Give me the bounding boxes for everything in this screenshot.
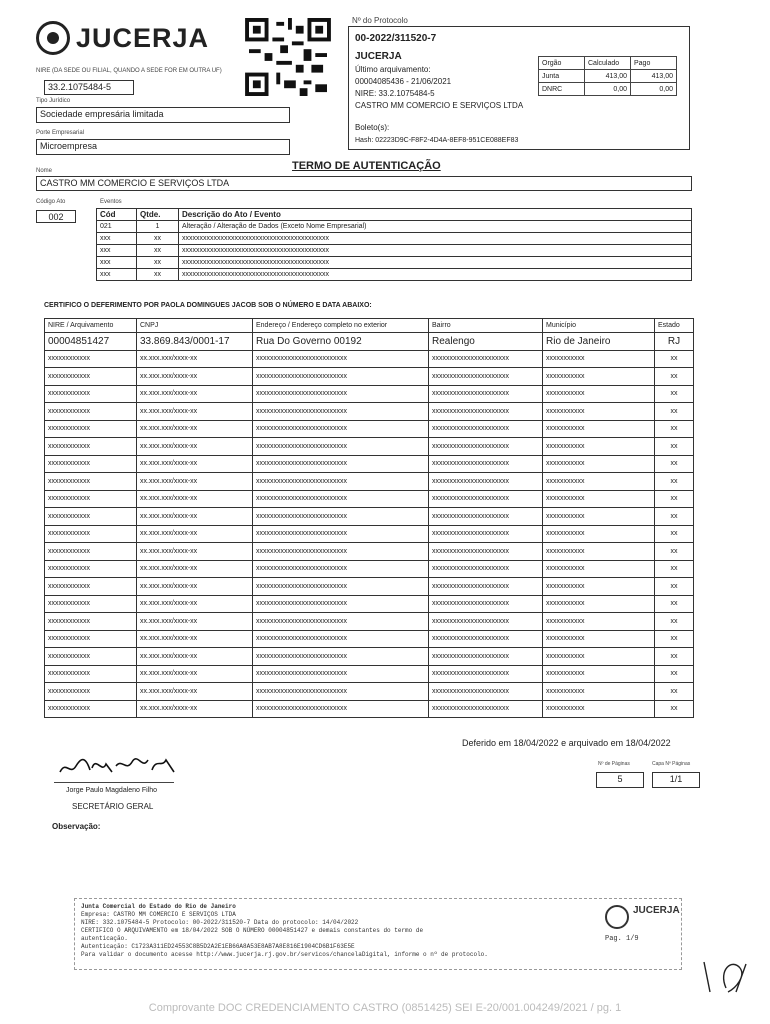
fees-header-cell: Calculado: [585, 57, 631, 70]
est-cnpj: xx.xxx.xxx/xxxx-xx: [137, 665, 253, 683]
est-row: [45, 630, 694, 648]
est-city: xxxxxxxxxxx: [543, 368, 655, 386]
est-nire: xxxxxxxxxxxx: [45, 438, 137, 456]
qr-code-icon: [244, 18, 332, 96]
est-address: xxxxxxxxxxxxxxxxxxxxxxxxxx: [253, 700, 429, 718]
est-row: [45, 490, 694, 508]
jucerja-logo: [36, 18, 226, 58]
est-address: xxxxxxxxxxxxxxxxxxxxxxxxxx: [253, 630, 429, 648]
est-state: xx: [655, 490, 694, 508]
est-cnpj: xx.xxx.xxx/xxxx-xx: [137, 543, 253, 561]
est-nire: xxxxxxxxxxxx: [45, 368, 137, 386]
act-code: xxx: [97, 269, 137, 281]
est-cnpj: xx.xxx.xxx/xxxx-xx: [137, 438, 253, 456]
est-cnpj: xx.xxx.xxx/xxxx-xx: [137, 473, 253, 491]
nire-field: 33.2.1075484-5: [44, 80, 134, 95]
est-city: xxxxxxxxxxx: [543, 525, 655, 543]
est-row: [45, 613, 694, 631]
est-nire: xxxxxxxxxxxx: [45, 665, 137, 683]
est-city: xxxxxxxxxxx: [543, 700, 655, 718]
est-state: xx: [655, 630, 694, 648]
est-district: xxxxxxxxxxxxxxxxxxxxxx: [429, 665, 543, 683]
est-district: xxxxxxxxxxxxxxxxxxxxxx: [429, 543, 543, 561]
est-city: xxxxxxxxxxx: [543, 385, 655, 403]
document-title: TERMO DE AUTENTICAÇÃO: [292, 160, 441, 172]
est-district: xxxxxxxxxxxxxxxxxxxxxx: [429, 560, 543, 578]
acts-header-row: [97, 209, 692, 221]
stamp-line: Empresa: CASTRO MM COMERCIO E SERVIÇOS LTDA: [81, 911, 236, 918]
est-nire: xxxxxxxxxxxx: [45, 630, 137, 648]
est-address: xxxxxxxxxxxxxxxxxxxxxxxxxx: [253, 560, 429, 578]
est-city: xxxxxxxxxxx: [543, 455, 655, 473]
fees-table: [538, 56, 677, 96]
est-city: xxxxxxxxxxx: [543, 560, 655, 578]
est-cnpj: xx.xxx.xxx/xxxx-xx: [137, 630, 253, 648]
est-nire: xxxxxxxxxxxx: [45, 420, 137, 438]
est-nire: xxxxxxxxxxxx: [45, 683, 137, 701]
signature-drawing: [56, 752, 186, 780]
fees-cell: 0,00: [631, 83, 677, 96]
est-nire: xxxxxxxxxxxx: [45, 648, 137, 666]
est-nire: xxxxxxxxxxxx: [45, 350, 137, 368]
est-address: xxxxxxxxxxxxxxxxxxxxxxxxxx: [253, 368, 429, 386]
nire-line: NIRE: 33.2.1075484-5: [355, 89, 435, 98]
stamp-seal-icon: [605, 905, 629, 929]
signature-line: [54, 782, 174, 783]
eventos-caption: Eventos: [100, 199, 122, 205]
observation-label: Observação:: [52, 822, 101, 831]
est-state: xx: [655, 473, 694, 491]
act-row: [97, 221, 692, 233]
est-row: [45, 385, 694, 403]
fees-cell: DNRC: [539, 83, 585, 96]
est-row: [45, 420, 694, 438]
act-code: xxx: [97, 245, 137, 257]
est-district: xxxxxxxxxxxxxxxxxxxxxx: [429, 385, 543, 403]
folhas-caption: Nº de Páginas: [598, 761, 630, 767]
est-row: [45, 648, 694, 666]
est-address: xxxxxxxxxxxxxxxxxxxxxxxxxx: [253, 665, 429, 683]
est-row: [45, 455, 694, 473]
est-city: xxxxxxxxxxx: [543, 350, 655, 368]
fees-header-cell: Orgão: [539, 57, 585, 70]
est-row: [45, 700, 694, 718]
est-cnpj: xx.xxx.xxx/xxxx-xx: [137, 455, 253, 473]
porte-caption: Porte Empresarial: [36, 130, 85, 136]
est-district: xxxxxxxxxxxxxxxxxxxxxx: [429, 578, 543, 596]
est-state: xx: [655, 403, 694, 421]
est-cnpj: xx.xxx.xxx/xxxx-xx: [137, 385, 253, 403]
last-filing: 00004085436 - 21/06/2021: [355, 77, 452, 86]
est-state: xx: [655, 385, 694, 403]
est-row: [45, 438, 694, 456]
est-city: xxxxxxxxxxx: [543, 438, 655, 456]
est-nire: xxxxxxxxxxxx: [45, 595, 137, 613]
est-nire: xxxxxxxxxxxx: [45, 578, 137, 596]
act-code: xxx: [97, 257, 137, 269]
est-district: xxxxxxxxxxxxxxxxxxxxxx: [429, 613, 543, 631]
est-city: xxxxxxxxxxx: [543, 420, 655, 438]
est-state: RJ: [655, 333, 694, 351]
est-district: xxxxxxxxxxxxxxxxxxxxxx: [429, 490, 543, 508]
est-city: xxxxxxxxxxx: [543, 630, 655, 648]
est-city: xxxxxxxxxxx: [543, 403, 655, 421]
est-header-row: [45, 319, 694, 333]
act-desc: xxxxxxxxxxxxxxxxxxxxxxxxxxxxxxxxxxxxxxxxxx: [179, 233, 692, 245]
last-filing-label: Último arquivamento:: [355, 65, 431, 74]
stamp-line: Autenticação: C1723A311ED24553C8B5D2A2E1EB66A8A53E8AB7A8E816E1904CD6B1F63E5E: [81, 943, 355, 950]
act-desc: xxxxxxxxxxxxxxxxxxxxxxxxxxxxxxxxxxxxxxxxxx: [179, 257, 692, 269]
digital-stamp: [74, 898, 682, 970]
est-state: xx: [655, 665, 694, 683]
est-city: xxxxxxxxxxx: [543, 683, 655, 701]
est-nire: xxxxxxxxxxxx: [45, 700, 137, 718]
est-nire: xxxxxxxxxxxx: [45, 525, 137, 543]
est-address: xxxxxxxxxxxxxxxxxxxxxxxxxx: [253, 683, 429, 701]
porte-field: Microempresa: [36, 139, 290, 155]
stamp-line: Para validar o documento acesse http://www.jucerja.rj.gov.br/servicos/chancelaDigital, informe o nº de protocolo.: [81, 951, 488, 958]
est-row: [45, 473, 694, 491]
act-desc: xxxxxxxxxxxxxxxxxxxxxxxxxxxxxxxxxxxxxxxxxx: [179, 245, 692, 257]
codigo-ato-field: 002: [36, 210, 76, 223]
est-cnpj: xx.xxx.xxx/xxxx-xx: [137, 578, 253, 596]
act-code: 021: [97, 221, 137, 233]
est-row: [45, 333, 694, 351]
est-cnpj: 33.869.843/0001-17: [137, 333, 253, 351]
est-district: xxxxxxxxxxxxxxxxxxxxxx: [429, 438, 543, 456]
signer-name: Jorge Paulo Magdaleno Filho: [66, 787, 158, 794]
est-address: xxxxxxxxxxxxxxxxxxxxxxxxxx: [253, 613, 429, 631]
est-nire: xxxxxxxxxxxx: [45, 385, 137, 403]
act-row: [97, 269, 692, 281]
signer-role: SECRETÁRIO GERAL: [72, 802, 154, 811]
est-city: xxxxxxxxxxx: [543, 648, 655, 666]
est-row: [45, 578, 694, 596]
est-header-cell: CNPJ: [137, 319, 253, 333]
est-state: xx: [655, 648, 694, 666]
act-qty: 1: [137, 221, 179, 233]
est-address: xxxxxxxxxxxxxxxxxxxxxxxxxx: [253, 648, 429, 666]
folhas-field: 5: [596, 772, 644, 788]
est-address: xxxxxxxxxxxxxxxxxxxxxxxxxx: [253, 438, 429, 456]
est-header-cell: Bairro: [429, 319, 543, 333]
est-district: xxxxxxxxxxxxxxxxxxxxxx: [429, 525, 543, 543]
est-address: xxxxxxxxxxxxxxxxxxxxxxxxxx: [253, 595, 429, 613]
fees-row: [539, 83, 677, 96]
est-nire: xxxxxxxxxxxx: [45, 560, 137, 578]
protocol-number: 00-2022/311520-7: [355, 33, 437, 44]
act-code: xxx: [97, 233, 137, 245]
est-district: xxxxxxxxxxxxxxxxxxxxxx: [429, 455, 543, 473]
est-nire: xxxxxxxxxxxx: [45, 490, 137, 508]
est-row: [45, 683, 694, 701]
capa-field: 1/1: [652, 772, 700, 788]
est-state: xx: [655, 350, 694, 368]
est-cnpj: xx.xxx.xxx/xxxx-xx: [137, 648, 253, 666]
est-city: xxxxxxxxxxx: [543, 543, 655, 561]
est-city: xxxxxxxxxxx: [543, 595, 655, 613]
fees-header-row: [539, 57, 677, 70]
fees-header-cell: Pago: [631, 57, 677, 70]
fees-cell: 413,00: [585, 70, 631, 83]
est-row: [45, 543, 694, 561]
est-address: xxxxxxxxxxxxxxxxxxxxxxxxxx: [253, 508, 429, 526]
est-address: Rua Do Governo 00192: [253, 333, 429, 351]
protocol-company: CASTRO MM COMERCIO E SERVIÇOS LTDA: [355, 101, 524, 110]
est-city: xxxxxxxxxxx: [543, 578, 655, 596]
codigo-caption: Código Ato: [36, 199, 66, 205]
est-city: xxxxxxxxxxx: [543, 508, 655, 526]
est-nire: xxxxxxxxxxxx: [45, 508, 137, 526]
hash-line: Hash: 02223D9C-F8F2-4D4A-8EF8-951CE088EF83: [355, 137, 519, 144]
est-city: xxxxxxxxxxx: [543, 613, 655, 631]
est-row: [45, 595, 694, 613]
tipo-caption: Tipo Jurídico: [36, 98, 71, 104]
fees-cell: Junta: [539, 70, 585, 83]
est-header-cell: Município: [543, 319, 655, 333]
est-row: [45, 350, 694, 368]
est-state: xx: [655, 508, 694, 526]
nome-caption: Nome: [36, 168, 53, 174]
est-header-cell: NIRE / Arquivamento: [45, 319, 137, 333]
est-district: xxxxxxxxxxxxxxxxxxxxxx: [429, 368, 543, 386]
est-address: xxxxxxxxxxxxxxxxxxxxxxxxxx: [253, 350, 429, 368]
est-cnpj: xx.xxx.xxx/xxxx-xx: [137, 613, 253, 631]
act-desc: Alteração / Alteração de Dados (Exceto Nome Empresarial): [179, 221, 692, 233]
est-nire: xxxxxxxxxxxx: [45, 403, 137, 421]
est-cnpj: xx.xxx.xxx/xxxx-xx: [137, 368, 253, 386]
capa-caption: Capa Nº Páginas: [652, 761, 691, 767]
est-address: xxxxxxxxxxxxxxxxxxxxxxxxxx: [253, 473, 429, 491]
est-state: xx: [655, 455, 694, 473]
est-row: [45, 525, 694, 543]
fees-row: [539, 70, 677, 83]
tipo-juridico-field: Sociedade empresária limitada: [36, 107, 290, 123]
act-desc: xxxxxxxxxxxxxxxxxxxxxxxxxxxxxxxxxxxxxxxxxx: [179, 269, 692, 281]
est-district: xxxxxxxxxxxxxxxxxxxxxx: [429, 595, 543, 613]
est-address: xxxxxxxxxxxxxxxxxxxxxxxxxx: [253, 385, 429, 403]
protocol-org: JUCERJA: [355, 51, 402, 62]
est-row: [45, 508, 694, 526]
est-district: xxxxxxxxxxxxxxxxxxxxxx: [429, 683, 543, 701]
est-state: xx: [655, 525, 694, 543]
stamp-line: Junta Comercial do Estado do Rio de Janeiro: [81, 903, 236, 910]
est-state: xx: [655, 683, 694, 701]
fees-cell: 413,00: [631, 70, 677, 83]
est-address: xxxxxxxxxxxxxxxxxxxxxxxxxx: [253, 490, 429, 508]
stamp-logo-text: JUCERJA: [633, 905, 680, 916]
est-nire: xxxxxxxxxxxx: [45, 543, 137, 561]
act-qty: xx: [137, 245, 179, 257]
establishments-table: [44, 318, 694, 718]
act-qty: xx: [137, 257, 179, 269]
est-state: xx: [655, 595, 694, 613]
est-cnpj: xx.xxx.xxx/xxxx-xx: [137, 525, 253, 543]
est-cnpj: xx.xxx.xxx/xxxx-xx: [137, 420, 253, 438]
est-state: xx: [655, 700, 694, 718]
est-address: xxxxxxxxxxxxxxxxxxxxxxxxxx: [253, 420, 429, 438]
protocol-caption: Nº do Protocolo: [352, 16, 408, 25]
est-state: xx: [655, 613, 694, 631]
est-state: xx: [655, 578, 694, 596]
act-qty: xx: [137, 233, 179, 245]
est-city: xxxxxxxxxxx: [543, 490, 655, 508]
est-row: [45, 560, 694, 578]
acts-header-cell: Cód: [97, 209, 137, 221]
acts-table: [96, 208, 692, 281]
est-state: xx: [655, 438, 694, 456]
act-row: [97, 257, 692, 269]
est-row: [45, 403, 694, 421]
fees-cell: 0,00: [585, 83, 631, 96]
nire-caption: NIRE (DA SEDE OU FILIAL, QUANDO A SEDE FOR EM OUTRA UF): [36, 68, 222, 74]
est-cnpj: xx.xxx.xxx/xxxx-xx: [137, 403, 253, 421]
handwritten-mark: [696, 952, 756, 1002]
est-address: xxxxxxxxxxxxxxxxxxxxxxxxxx: [253, 403, 429, 421]
page-footer: Comprovante DOC CREDENCIAMENTO CASTRO (0851425) SEI E-20/001.004249/2021 / pg. 1: [148, 1002, 622, 1014]
logo-text: JUCERJA: [76, 22, 210, 53]
est-city: Rio de Janeiro: [543, 333, 655, 351]
est-district: xxxxxxxxxxxxxxxxxxxxxx: [429, 648, 543, 666]
est-state: xx: [655, 560, 694, 578]
est-cnpj: xx.xxx.xxx/xxxx-xx: [137, 508, 253, 526]
est-district: xxxxxxxxxxxxxxxxxxxxxx: [429, 420, 543, 438]
act-row: [97, 245, 692, 257]
boleto-label: Boleto(s):: [355, 123, 390, 132]
est-state: xx: [655, 543, 694, 561]
est-header-cell: Endereço / Endereço completo no exterior: [253, 319, 429, 333]
est-cnpj: xx.xxx.xxx/xxxx-xx: [137, 683, 253, 701]
est-state: xx: [655, 420, 694, 438]
deferred-text: Deferido em 18/04/2022 e arquivado em 18/04/2022: [462, 738, 671, 748]
acts-header-cell: Descrição do Ato / Evento: [179, 209, 692, 221]
jucerja-seal-icon: [36, 21, 70, 55]
est-address: xxxxxxxxxxxxxxxxxxxxxxxxxx: [253, 525, 429, 543]
est-address: xxxxxxxxxxxxxxxxxxxxxxxxxx: [253, 543, 429, 561]
est-cnpj: xx.xxx.xxx/xxxx-xx: [137, 350, 253, 368]
est-cnpj: xx.xxx.xxx/xxxx-xx: [137, 560, 253, 578]
certification-text: CERTIFICO O DEFERIMENTO POR PAOLA DOMINGUES JACOB SOB O NÚMERO E DATA ABAIXO:: [44, 302, 372, 309]
est-nire: xxxxxxxxxxxx: [45, 473, 137, 491]
est-cnpj: xx.xxx.xxx/xxxx-xx: [137, 595, 253, 613]
est-cnpj: xx.xxx.xxx/xxxx-xx: [137, 700, 253, 718]
est-district: xxxxxxxxxxxxxxxxxxxxxx: [429, 508, 543, 526]
stamp-page: Pag. 1/9: [605, 935, 639, 943]
est-district: xxxxxxxxxxxxxxxxxxxxxx: [429, 473, 543, 491]
est-header-cell: Estado: [655, 319, 694, 333]
stamp-line: NIRE: 332.1075484-5 Protocolo: 00-2022/311520-7 Data do protocolo: 14/04/2022: [81, 919, 359, 926]
est-row: [45, 368, 694, 386]
act-qty: xx: [137, 269, 179, 281]
est-cnpj: xx.xxx.xxx/xxxx-xx: [137, 490, 253, 508]
est-city: xxxxxxxxxxx: [543, 473, 655, 491]
est-district: xxxxxxxxxxxxxxxxxxxxxx: [429, 403, 543, 421]
company-name-field: CASTRO MM COMERCIO E SERVIÇOS LTDA: [36, 176, 692, 191]
est-district: Realengo: [429, 333, 543, 351]
est-nire: 00004851427: [45, 333, 137, 351]
stamp-line: autenticação.: [81, 935, 128, 942]
est-city: xxxxxxxxxxx: [543, 665, 655, 683]
est-district: xxxxxxxxxxxxxxxxxxxxxx: [429, 630, 543, 648]
est-district: xxxxxxxxxxxxxxxxxxxxxx: [429, 700, 543, 718]
est-district: xxxxxxxxxxxxxxxxxxxxxx: [429, 350, 543, 368]
est-state: xx: [655, 368, 694, 386]
stamp-line: CERTIFICO O ARQUIVAMENTO em 18/04/2022 SOB O NÚMERO 00004851427 e demais constantes do termo de: [81, 927, 424, 934]
acts-header-cell: Qtde.: [137, 209, 179, 221]
est-nire: xxxxxxxxxxxx: [45, 613, 137, 631]
est-row: [45, 665, 694, 683]
est-address: xxxxxxxxxxxxxxxxxxxxxxxxxx: [253, 578, 429, 596]
act-row: [97, 233, 692, 245]
est-nire: xxxxxxxxxxxx: [45, 455, 137, 473]
est-address: xxxxxxxxxxxxxxxxxxxxxxxxxx: [253, 455, 429, 473]
